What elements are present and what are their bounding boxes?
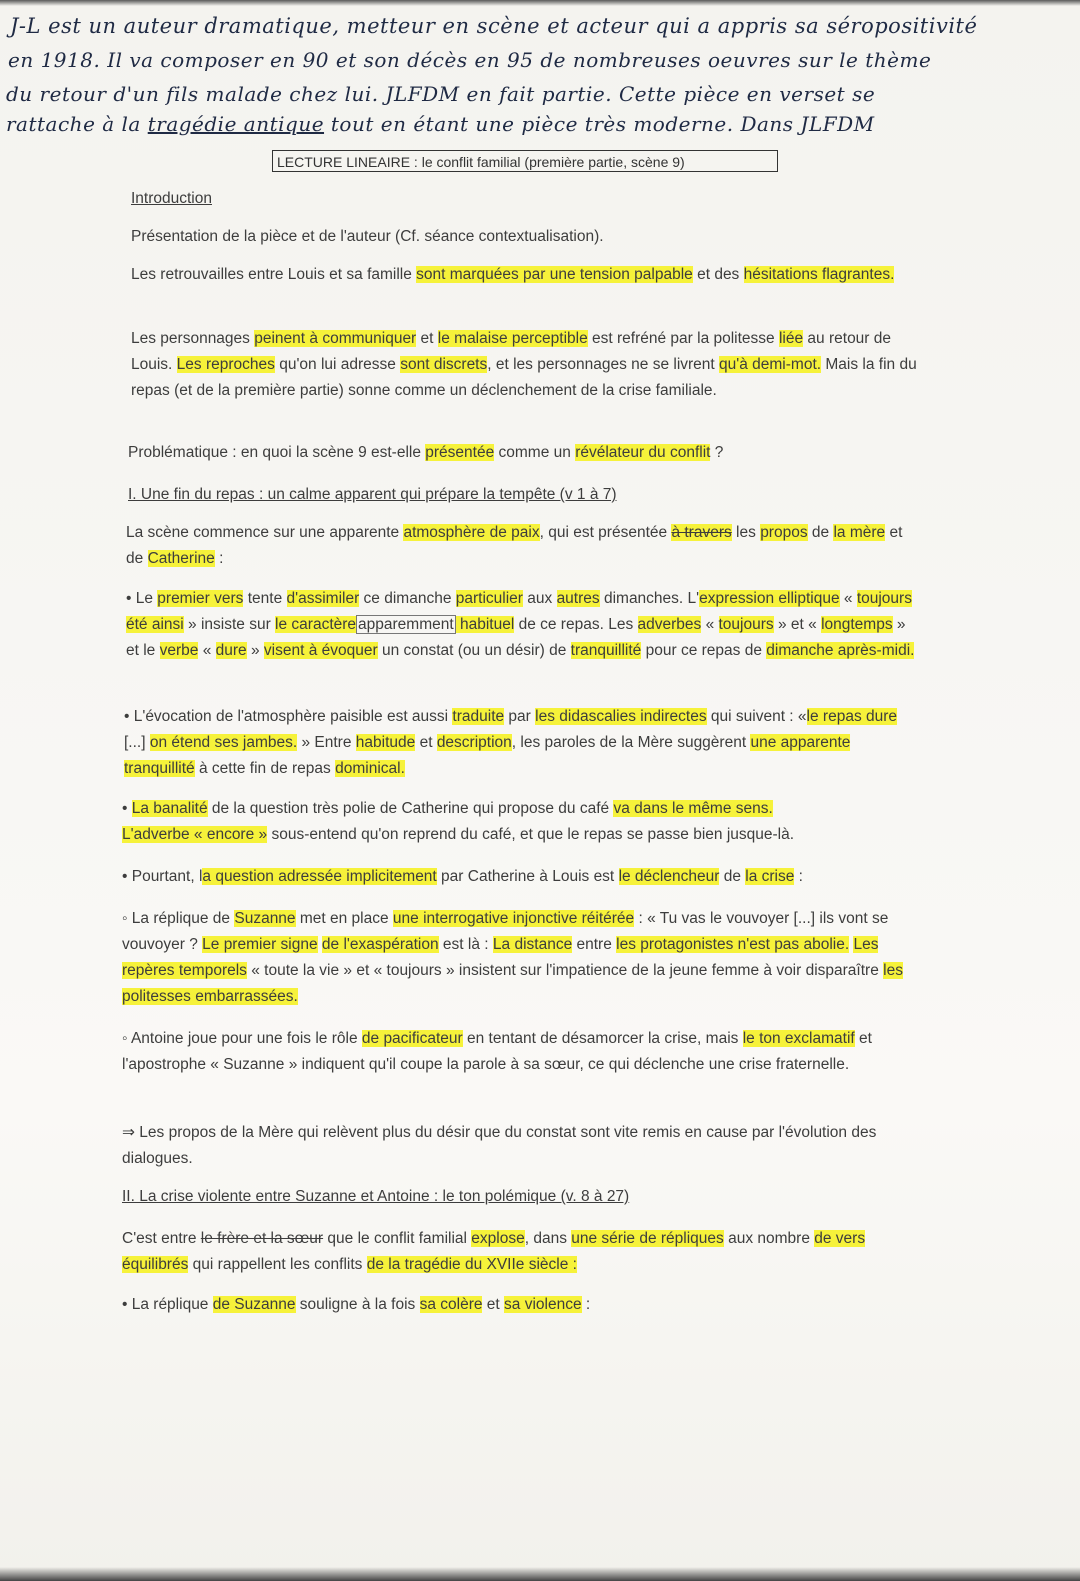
hl: toujours	[718, 616, 774, 633]
t: ce dimanche	[359, 590, 456, 607]
part1-bullet4	[122, 864, 922, 890]
problematique	[128, 440, 928, 466]
t: est là :	[438, 936, 493, 953]
hl: sa violence	[504, 1296, 582, 1313]
t: un constat (ou un désir) de	[377, 642, 571, 659]
t: , dans	[524, 1230, 572, 1247]
t: dimanches. L'	[599, 590, 700, 607]
t: sous-entend qu'on reprend du café, et que le repas se passe bien jusque-là.	[267, 826, 795, 843]
hl: de la tragédie du XVIIe siècle :	[366, 1256, 577, 1273]
t: pour ce repas de	[641, 642, 767, 659]
struck: le frère et la sœur	[200, 1230, 324, 1247]
t: et	[482, 1296, 505, 1313]
bottom-edge-shadow	[0, 1567, 1080, 1581]
hl: propos	[760, 524, 808, 541]
hl: dure	[215, 642, 247, 659]
hl: description	[436, 734, 512, 751]
t: , et les personnages ne se livrent	[487, 356, 720, 373]
document-title: LECTURE LINEAIRE : le conflit familial (première partie, scène 9)	[272, 150, 778, 172]
t: par	[504, 708, 536, 725]
hl: les protagonistes n'est pas abolie.	[616, 936, 850, 953]
hl: a question adressée implicitement	[202, 868, 437, 885]
hl: sa colère	[419, 1296, 483, 1313]
t: et des	[692, 266, 744, 283]
t: au retour de Louis.	[131, 330, 892, 373]
hl: le déclencheur	[618, 868, 720, 885]
hl: atmosphère de paix	[403, 524, 540, 541]
t: Mais la fin du repas (et de la première partie) sonne comme un déclenchement de la crise familiale.	[131, 356, 917, 399]
t: •	[122, 800, 132, 817]
t: tente	[243, 590, 287, 607]
t: » Entre	[297, 734, 356, 751]
t: » et «	[773, 616, 822, 633]
t: entre	[572, 936, 617, 953]
hl: les politesses embarrassées.	[122, 962, 903, 1005]
hl: sont discrets	[400, 356, 488, 373]
t: de ce repas. Les	[514, 616, 638, 633]
part1-conclusion: ⇒ Les propos de la Mère qui relèvent plus du désir que du constat sont vite remis en cause par l'évolution des dialogues.	[122, 1124, 877, 1167]
t: » et le	[126, 616, 906, 659]
hl: explose	[471, 1230, 525, 1247]
t: comme un	[494, 444, 576, 461]
hl: adverbes	[637, 616, 702, 633]
t: «	[839, 590, 857, 607]
t: et	[416, 330, 438, 347]
t: qui suivent : «	[706, 708, 807, 725]
t: • L'évocation de l'atmosphère paisible est aussi	[124, 708, 453, 725]
t: «	[198, 642, 216, 659]
hl: autres	[556, 590, 600, 607]
hl: Catherine	[147, 550, 215, 567]
hl: habituel	[455, 616, 515, 633]
part1-sub2	[122, 1026, 922, 1078]
part1-sub1	[122, 906, 922, 1010]
t: met en place	[295, 910, 393, 927]
t: ◦ Antoine joue pour une fois le rôle	[122, 1030, 362, 1047]
t: :	[581, 1296, 591, 1313]
intro-heading: Introduction	[131, 190, 212, 207]
t: »	[246, 642, 264, 659]
hl: de pacificateur	[361, 1030, 463, 1047]
hl: le repas dure	[806, 708, 898, 725]
part2-p1	[122, 1226, 922, 1278]
hl: premier vers	[157, 590, 244, 607]
hl: La distance	[492, 936, 573, 953]
t: • Pourtant, l	[122, 868, 203, 885]
t: • Le	[126, 590, 158, 607]
hl: Les reproches	[176, 356, 275, 373]
part1-heading: I. Une fin du repas : un calme apparent qui prépare la tempête (v 1 à 7)	[128, 486, 617, 503]
t: et l'apostrophe « Suzanne » indiquent qu'il coupe la parole à sa sœur, ce qui déclenche une crise fraternelle.	[122, 1030, 872, 1073]
t: , les paroles de la Mère suggèrent	[511, 734, 751, 751]
t: et	[415, 734, 437, 751]
hl: une apparente tranquillité	[124, 734, 851, 777]
t: par Catherine à Louis est	[436, 868, 619, 885]
part1-bullet1	[126, 586, 922, 664]
hl: L'adverbe « encore »	[122, 826, 268, 843]
hl: visent à évoquer	[263, 642, 378, 659]
t: qu'on lui adresse	[274, 356, 401, 373]
t: est refréné par la politesse	[587, 330, 779, 347]
hl: révélateur du conflit	[575, 444, 711, 461]
t: les	[731, 524, 761, 541]
hl: la crise	[745, 868, 795, 885]
hl: expression elliptique	[699, 590, 840, 607]
handwritten-line-4-end: tout en étant une pièce très moderne. Dans JLFDM	[330, 112, 875, 136]
hl: on étend ses jambes.	[149, 734, 298, 751]
handwritten-line-4	[6, 112, 875, 136]
hl: habitude	[355, 734, 416, 751]
hl: dominical.	[335, 760, 405, 777]
part1-p1	[126, 520, 922, 572]
hl: de Suzanne	[212, 1296, 296, 1313]
handwritten-line-3: du retour d'un fils malade chez lui. JLFDM en fait partie. Cette pièce en verset se	[6, 82, 876, 106]
hl: Suzanne	[234, 910, 296, 927]
hl: verbe	[159, 642, 199, 659]
hl: d'assimiler	[286, 590, 360, 607]
t: Les personnages	[131, 330, 255, 347]
hl: longtemps	[821, 616, 893, 633]
t: » insiste sur	[183, 616, 276, 633]
t: : « Tu vas le vouvoyer [...] ils vont se vouvoyer ?	[122, 910, 889, 953]
hl: le ton exclamatif	[742, 1030, 855, 1047]
hl: le malaise perceptible	[437, 330, 588, 347]
intro-p1: Présentation de la pièce et de l'auteur (Cf. séance contextualisation).	[131, 228, 604, 245]
hl: présentée	[425, 444, 495, 461]
t: Les retrouvailles entre Louis et sa famille	[131, 266, 417, 283]
t: ◦ La réplique de	[122, 910, 235, 927]
intro-p2	[131, 262, 921, 288]
hl: Le premier signe	[202, 936, 318, 953]
t: C'est entre	[122, 1230, 201, 1247]
intro-p3	[131, 326, 921, 404]
hl: traduite	[452, 708, 505, 725]
part1-bullet3	[122, 796, 922, 848]
hl: La banalité	[131, 800, 208, 817]
hl: particulier	[455, 590, 523, 607]
part2-bullet1	[122, 1292, 922, 1318]
hl: la mère	[833, 524, 886, 541]
boxed: apparemment	[358, 616, 454, 633]
hl: de vers équilibrés	[122, 1230, 866, 1273]
handwritten-tragedie-antique: tragédie antique	[147, 112, 325, 136]
hl: qu'à demi-mot.	[719, 356, 822, 373]
top-edge-shadow	[0, 0, 1080, 6]
part2-heading: II. La crise violente entre Suzanne et Antoine : le ton polémique (v. 8 à 27)	[122, 1188, 630, 1205]
t: souligne à la fois	[295, 1296, 420, 1313]
t: de	[719, 868, 746, 885]
hl: de l'exaspération	[321, 936, 439, 953]
t: de	[807, 524, 834, 541]
hl: les didascalies indirectes	[535, 708, 707, 725]
t: :	[794, 868, 803, 885]
t: aux nombre	[723, 1230, 815, 1247]
t: Problématique : en quoi la scène 9 est-elle	[128, 444, 426, 461]
t: [...]	[124, 734, 150, 751]
t: • La réplique	[122, 1296, 213, 1313]
t: et de	[126, 524, 903, 567]
t: en tentant de désamorcer la crise, mais	[462, 1030, 743, 1047]
t: qui rappellent les conflits	[188, 1256, 367, 1273]
part1-bullet2	[124, 704, 922, 782]
t: :	[214, 550, 224, 567]
handwritten-line-2: en 1918. Il va composer en 90 et son décès en 95 de nombreuses oeuvres sur le thème	[8, 48, 932, 72]
hl: dimanche après-midi.	[766, 642, 915, 659]
t: à cette fin de repas	[194, 760, 336, 777]
hl: liée	[778, 330, 804, 347]
t: «	[701, 616, 719, 633]
hl: une série de répliques	[571, 1230, 724, 1247]
hl: va dans le même sens.	[613, 800, 773, 817]
hl: tranquillité	[570, 642, 642, 659]
hl: toujours été ainsi	[126, 590, 912, 633]
t: , qui est présentée	[539, 524, 672, 541]
t: La scène commence sur une apparente	[126, 524, 404, 541]
t: que le conflit familial	[323, 1230, 472, 1247]
hl: Les repères temporels	[122, 936, 879, 979]
hl: hésitations flagrantes.	[743, 266, 895, 283]
handwritten-line-1: J-L est un auteur dramatique, metteur en scène et acteur qui a appris sa séropositivité	[10, 14, 978, 38]
t: « toute la vie » et « toujours » insistent sur l'impatience de la jeune femme à voir disparaître	[246, 962, 884, 979]
t: aux	[522, 590, 557, 607]
hl: sont marquées par une tension palpable	[416, 266, 693, 283]
hl: le caractère	[275, 616, 357, 633]
t: ?	[710, 444, 724, 461]
hl: peinent à communiquer	[254, 330, 417, 347]
hl: une interrogative injonctive réitérée	[392, 910, 635, 927]
hl: à travers	[671, 524, 732, 541]
t: de la question très polie de Catherine qui propose du café	[207, 800, 614, 817]
handwritten-line-4-start: rattache à la	[6, 112, 141, 136]
